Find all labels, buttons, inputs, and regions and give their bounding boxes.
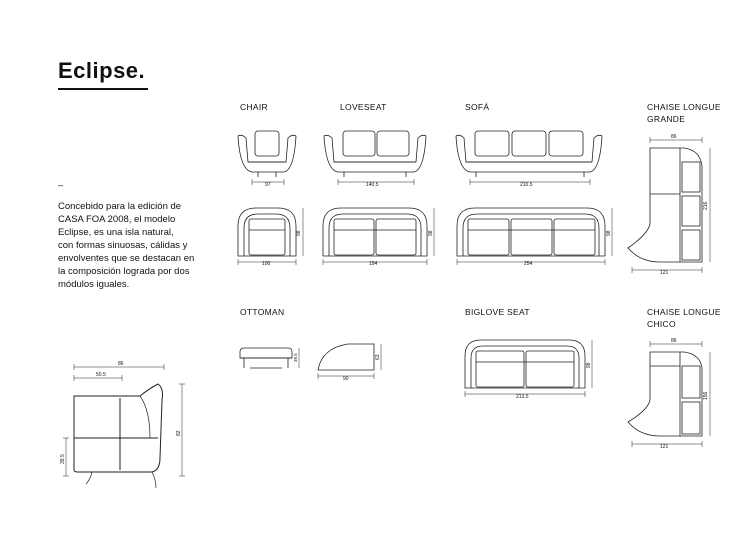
chair-plan-view xyxy=(238,208,303,265)
label-ottoman: OTTOMAN xyxy=(240,307,285,317)
dim-sofa-plan-depth: 98 xyxy=(606,230,612,236)
dim-sofa-front: 210.5 xyxy=(520,182,533,188)
dim-cc-side: 156 xyxy=(703,391,709,400)
label-sofa: SOFÁ xyxy=(465,102,490,112)
dim-side-seat-height: 39.5 xyxy=(60,454,66,464)
dim-sofa-plan-width: 254 xyxy=(524,261,533,267)
chaise-grande-plan-view xyxy=(628,137,710,273)
chair-front-view xyxy=(238,131,296,185)
description-text: Concebido para la edición de CASA FOA 2008, el modelo Eclipse, es una isla natural, con formas sinuosas, cálidas y envolventes que se destacan en la composición lograda por dos módulos iguales. xyxy=(58,201,195,290)
dim-cg-side: 216 xyxy=(703,201,709,210)
dim-ottoman-plan-depth: 63 xyxy=(375,354,381,360)
page-title: Eclipse. xyxy=(58,58,146,83)
label-biglove: BIGLOVE SEAT xyxy=(465,307,530,317)
dim-ottoman-plan-width: 90 xyxy=(343,376,349,382)
dim-side-seat: 50.5 xyxy=(96,372,106,378)
dim-cc-top: 86 xyxy=(671,338,677,344)
dim-chair-plan-width: 100 xyxy=(262,261,271,267)
ottoman-front-view xyxy=(240,348,299,368)
dim-loveseat-front: 140.5 xyxy=(366,182,379,188)
loveseat-plan-view xyxy=(323,208,434,265)
chaise-chico-plan-view xyxy=(628,341,710,447)
label-chaise-chico: CHAISE LONGUE CHICO xyxy=(647,307,721,329)
label-chair: CHAIR xyxy=(240,102,268,112)
dim-ottoman-height: 39.5 xyxy=(293,353,298,362)
separator-dash: – xyxy=(58,180,64,190)
side-view-drawing xyxy=(63,364,185,488)
sofa-plan-view xyxy=(457,208,612,265)
biglove-plan-view xyxy=(465,340,592,397)
dim-side-height: 82 xyxy=(176,430,182,436)
dim-loveseat-plan-width: 194 xyxy=(369,261,378,267)
dim-biglove-width: 213.5 xyxy=(516,394,529,400)
dim-chair-plan-depth: 98 xyxy=(296,230,302,236)
label-loveseat: LOVESEAT xyxy=(340,102,387,112)
sofa-front-view xyxy=(456,131,602,185)
ottoman-plan-view xyxy=(318,344,381,379)
dim-side-total: 86 xyxy=(118,361,124,367)
dim-cc-bottom: 121 xyxy=(660,444,669,450)
dim-chair-front: 97 xyxy=(265,182,271,188)
dim-cg-top: 86 xyxy=(671,134,677,140)
dim-biglove-depth: 98 xyxy=(586,362,592,368)
dim-cg-bottom: 121 xyxy=(660,270,669,276)
loveseat-front-view xyxy=(324,131,426,185)
dim-loveseat-plan-depth: 98 xyxy=(428,230,434,236)
label-chaise-grande: CHAISE LONGUE GRANDE xyxy=(647,102,721,124)
